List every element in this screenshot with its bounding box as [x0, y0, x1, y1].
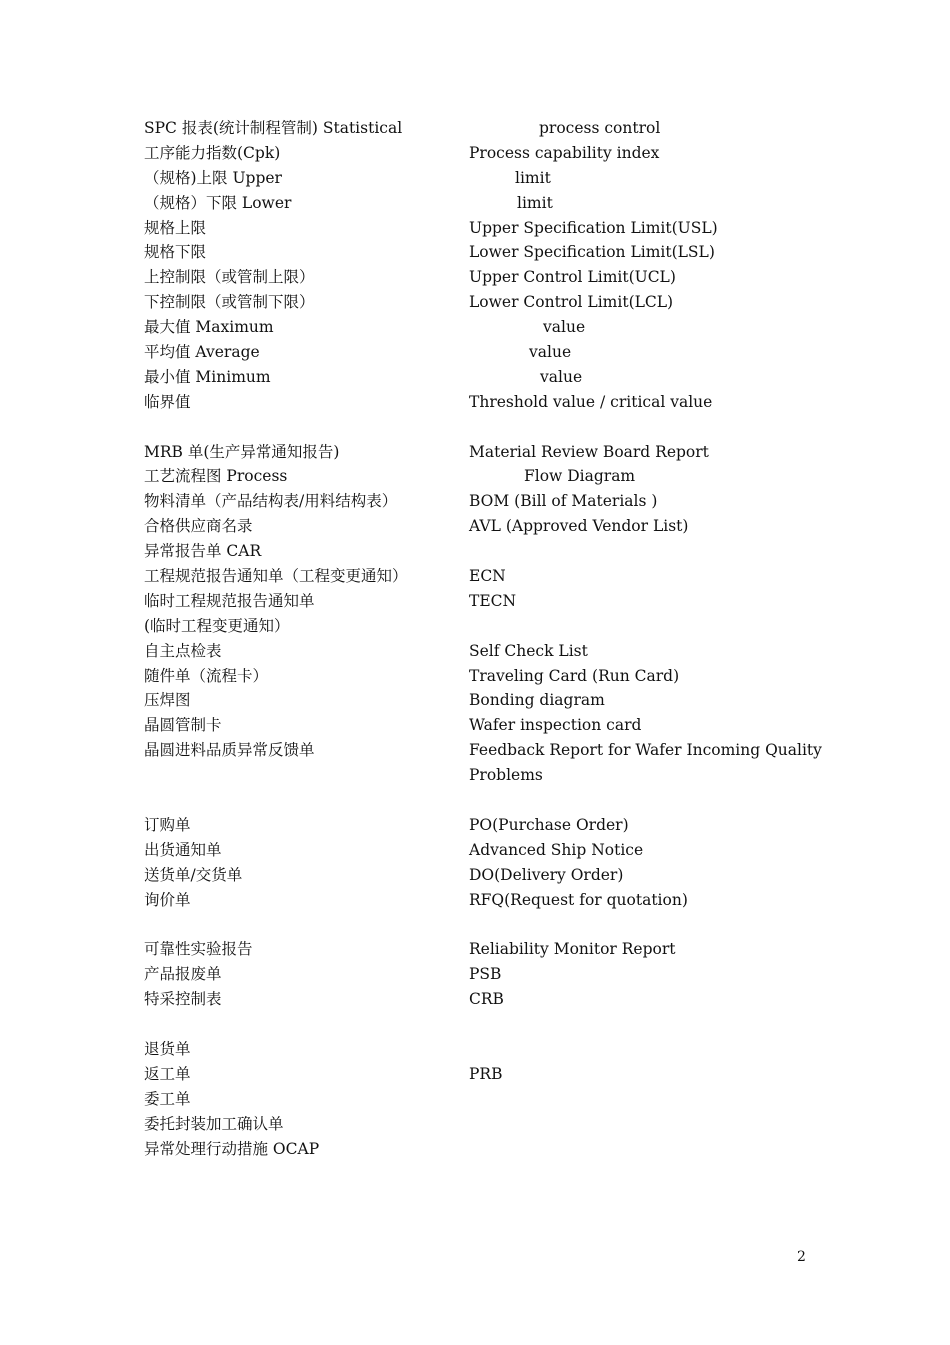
chinese-term: （规格)上限 Upper — [144, 168, 282, 187]
glossary-row — [144, 340, 824, 365]
english-term: Upper Control Limit(UCL) — [469, 268, 676, 287]
glossary-row — [144, 838, 824, 863]
glossary-row — [144, 589, 824, 614]
english-term: PRB — [469, 1064, 503, 1083]
english-term: Lower Specification Limit(LSL) — [469, 243, 715, 262]
chinese-term: 合格供应商名录 — [144, 517, 253, 536]
english-term: Traveling Card (Run Card) — [469, 666, 680, 685]
english-term: AVL (Approved Vendor List) — [469, 517, 689, 536]
english-term: Self Check List — [469, 641, 588, 660]
glossary-row — [144, 141, 824, 166]
glossary-row — [144, 738, 824, 763]
chinese-term: 委工单 — [144, 1089, 191, 1108]
glossary-row — [144, 464, 824, 489]
english-term: value — [540, 367, 583, 386]
chinese-term: 最小值 Minimum — [144, 367, 271, 386]
english-term: Process capability index — [469, 143, 660, 162]
english-term: Flow Diagram — [524, 467, 636, 486]
english-term: Lower Control Limit(LCL) — [469, 293, 674, 312]
chinese-term: 最大值 Maximum — [144, 318, 274, 337]
glossary-row — [144, 240, 824, 265]
chinese-term: 异常处理行动措施 OCAP — [144, 1139, 320, 1158]
english-term: TECN — [469, 591, 517, 610]
chinese-term: 可靠性实验报告 — [144, 940, 253, 959]
glossary-row — [144, 664, 824, 689]
english-term: Advanced Ship Notice — [469, 840, 644, 859]
chinese-term: 退货单 — [144, 1039, 191, 1058]
chinese-term: 工序能力指数(Cpk) — [144, 143, 281, 162]
glossary-row — [144, 265, 824, 290]
glossary-row — [144, 1037, 824, 1062]
chinese-term: 压焊图 — [144, 691, 191, 710]
glossary-row — [144, 639, 824, 664]
english-term: BOM (Bill of Materials ) — [469, 492, 658, 511]
chinese-term: 随件单（流程卡） — [144, 666, 269, 685]
page-number: 2 — [797, 1249, 806, 1265]
english-term: Material Review Board Report — [469, 442, 709, 461]
chinese-term: 规格上限 — [144, 218, 207, 237]
chinese-term: 晶圆管制卡 — [144, 716, 222, 735]
chinese-term: 产品报废单 — [144, 965, 222, 984]
chinese-term: (临时工程变更通知） — [144, 616, 290, 635]
english-term: value — [543, 318, 586, 337]
english-term: process control — [539, 119, 661, 137]
glossary-row — [144, 1062, 824, 1087]
chinese-term: 工程规范报告通知单（工程变更通知） — [144, 567, 408, 586]
chinese-term: 物料清单（产品结构表/用料结构表） — [144, 492, 398, 511]
chinese-term: 出货通知单 — [144, 840, 222, 859]
blank-row — [144, 788, 824, 813]
english-term: ECN — [469, 567, 506, 586]
chinese-term: 特采控制表 — [144, 990, 222, 1009]
glossary-row — [144, 365, 824, 390]
english-term: limit — [517, 193, 553, 212]
chinese-term: SPC 报表(统计制程管制) Statistical — [144, 119, 403, 137]
blank-row — [144, 913, 824, 938]
english-term: Problems — [469, 766, 543, 785]
glossary-row — [144, 315, 824, 340]
chinese-term: 上控制限（或管制上限） — [144, 268, 315, 287]
english-term: Bonding diagram — [469, 691, 605, 710]
glossary-row — [144, 713, 824, 738]
glossary-row — [144, 888, 824, 913]
english-term: CRB — [469, 990, 504, 1009]
glossary-row — [144, 116, 824, 141]
english-term: DO(Delivery Order) — [469, 865, 624, 884]
english-term: Threshold value / critical value — [469, 392, 713, 411]
glossary-row — [144, 813, 824, 838]
chinese-term: （规格）下限 Lower — [144, 193, 292, 212]
english-term: Reliability Monitor Report — [469, 940, 676, 959]
english-term: PO(Purchase Order) — [469, 815, 629, 834]
chinese-term: 规格下限 — [144, 243, 207, 262]
glossary-row — [144, 1087, 824, 1112]
glossary-row — [144, 688, 824, 713]
glossary-row — [144, 166, 824, 191]
glossary-row — [144, 514, 824, 539]
chinese-term: 异常报告单 CAR — [144, 542, 262, 561]
english-term: Wafer inspection card — [469, 716, 642, 735]
glossary-row — [144, 390, 824, 415]
glossary-row — [144, 987, 824, 1012]
chinese-term: 返工单 — [144, 1064, 191, 1083]
glossary-row — [144, 290, 824, 315]
glossary-row — [144, 191, 824, 216]
chinese-term: 工艺流程图 Process — [144, 467, 288, 486]
english-term: RFQ(Request for quotation) — [469, 890, 688, 909]
glossary-row — [144, 763, 824, 788]
glossary-row — [144, 489, 824, 514]
english-term: limit — [515, 168, 551, 187]
chinese-term: 平均值 Average — [144, 343, 260, 362]
blank-row — [144, 415, 824, 440]
english-term: Feedback Report for Wafer Incoming Quality — [469, 741, 822, 760]
english-term: value — [529, 343, 572, 362]
glossary-row — [144, 863, 824, 888]
glossary-row — [144, 440, 824, 465]
glossary-table — [144, 116, 824, 1161]
chinese-term: 委托封装加工确认单 — [144, 1114, 284, 1133]
glossary-row — [144, 216, 824, 241]
glossary-row — [144, 1112, 824, 1137]
chinese-term: 临界值 — [144, 392, 191, 411]
chinese-term: 询价单 — [144, 890, 191, 909]
glossary-row — [144, 539, 824, 564]
chinese-term: 送货单/交货单 — [144, 865, 243, 884]
glossary-row — [144, 1137, 824, 1162]
english-term: PSB — [469, 965, 502, 984]
glossary-row — [144, 937, 824, 962]
chinese-term: 自主点检表 — [144, 641, 222, 660]
glossary-row — [144, 962, 824, 987]
english-term: Upper Specification Limit(USL) — [469, 218, 718, 237]
chinese-term: MRB 单(生产异常通知报告) — [144, 442, 340, 461]
chinese-term: 临时工程规范报告通知单 — [144, 591, 315, 610]
blank-row — [144, 1012, 824, 1037]
chinese-term: 晶圆进料品质异常反馈单 — [144, 741, 315, 760]
glossary-row — [144, 564, 824, 589]
chinese-term: 下控制限（或管制下限） — [144, 293, 315, 312]
glossary-row — [144, 614, 824, 639]
chinese-term: 订购单 — [144, 815, 191, 834]
